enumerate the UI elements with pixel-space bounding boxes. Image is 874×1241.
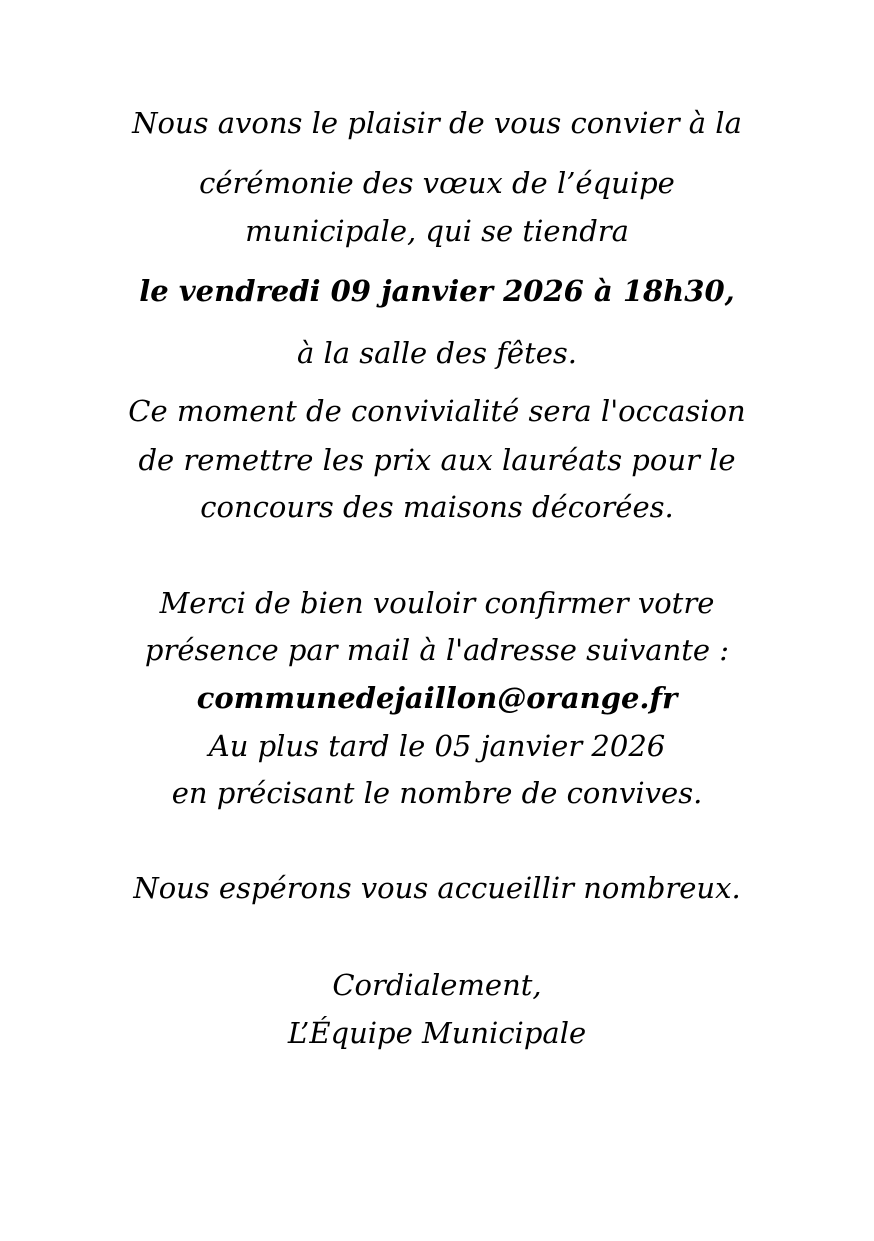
event-date-time: le vendredi 09 janvier 2026 à 18h30, [139, 274, 735, 308]
occasion-line-3: concours des maisons décorées. [200, 490, 674, 524]
deadline-line-1: Au plus tard le 05 janvier 2026 [208, 729, 666, 763]
closing-salutation: Cordialement, [332, 968, 542, 1002]
rsvp-line-1: Merci de bien vouloir confirmer votre [159, 586, 715, 620]
occasion-line-1: Ce moment de convivialité sera l'occasion [128, 394, 746, 428]
event-venue: à la salle des fêtes. [296, 336, 578, 370]
rsvp-line-2: présence par mail à l'adresse suivante : [144, 633, 730, 667]
occasion-line-2: de remettre les prix aux lauréats pour le [138, 443, 736, 477]
closing-wish: Nous espérons vous accueillir nombreux. [133, 871, 741, 905]
intro-line-3: municipale, qui se tiendra [245, 214, 629, 248]
intro-line-2: cérémonie des vœux de l’équipe [199, 166, 675, 200]
contact-email: communedejaillon@orange.fr [196, 681, 678, 715]
signature: L’Équipe Municipale [287, 1016, 587, 1050]
intro-line-1: Nous avons le plaisir de vous convier à la [132, 106, 742, 140]
deadline-line-2: en précisant le nombre de convives. [171, 776, 703, 810]
